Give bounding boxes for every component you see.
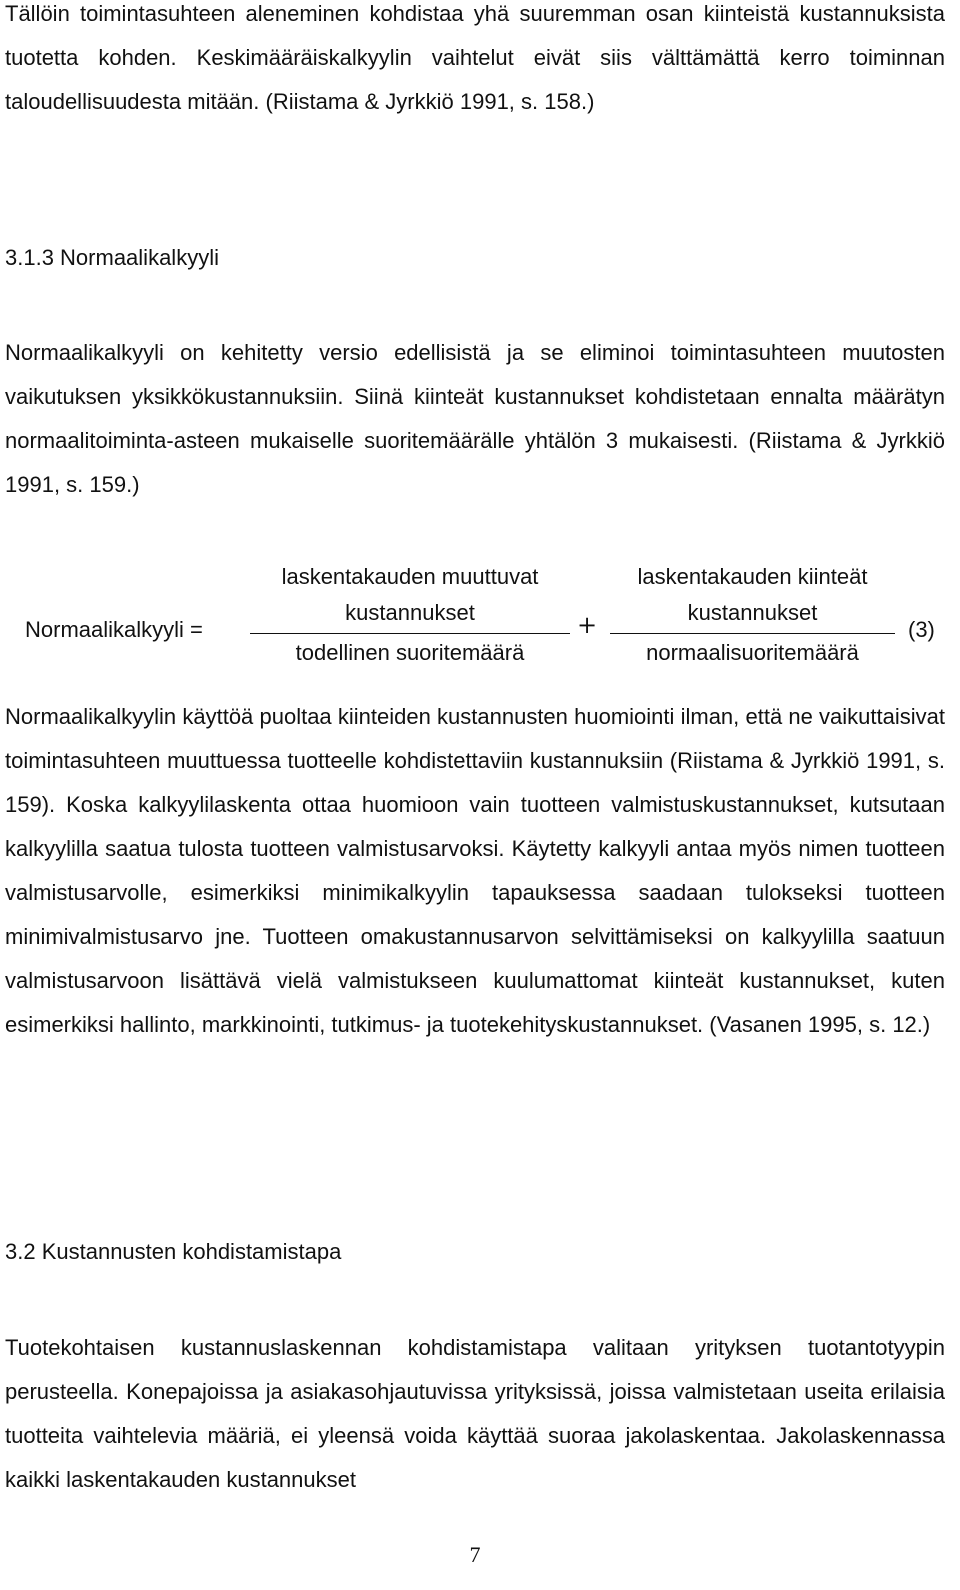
formula-lhs: Normaalikalkyyli = xyxy=(25,617,203,642)
fraction-1-denominator: todellinen suoritemäärä xyxy=(295,640,525,665)
document-page xyxy=(5,0,945,1590)
fraction-2-numerator-line-1: laskentakauden kiinteät xyxy=(637,564,868,589)
normaalikalkyyli-paragraph: Normaalikalkyyli on kehitetty versio edellisistä ja se eliminoi toimintasuhteen muutosten vaikutuksen yksikkökustannuksiin. Siinä kiinteät kustannukset kohdistetaan ennalta määrätyn normaalitoiminta-asteen mukaiselle suoritemäärälle yhtälön 3 mukaisesti. (Riistama & Jyrkkiö 1991, s. 159.) xyxy=(5,340,945,497)
intro-paragraph: Tällöin toimintasuhteen aleneminen kohdistaa yhä suuremman osan kiinteistä kustannuksista tuotetta kohden. Keskimääräiskalkyylin vaihtelut eivät siis välttämättä kerro toiminnan taloudellisuudesta mitään. (Riistama & Jyrkkiö 1991, s. 158.) xyxy=(5,1,945,114)
page-number: 7 xyxy=(469,1542,481,1567)
fraction-1-numerator-line-2: kustannukset xyxy=(345,600,475,625)
equation-number: (3) xyxy=(908,617,935,642)
fraction-1-numerator-line-1: laskentakauden muuttuvat xyxy=(281,564,539,589)
normaalikalkyyli-formula xyxy=(5,555,945,675)
fraction-fixed-costs xyxy=(610,559,895,668)
fraction-1-bar xyxy=(250,633,570,634)
fraction-2-numerator-line-2: kustannukset xyxy=(687,600,818,625)
after-formula-paragraph: Normaalikalkyylin käyttöä puoltaa kiinteiden kustannusten huomiointi ilman, että ne vaikuttaisivat toimintasuhteen muuttuessa tuotteelle kohdistettaviin kustannuksiin (Riistama & Jyrkkiö 1991, s. 159). Koska kalkyylilaskenta ottaa huomioon vain tuotteen valmistuskustannukset, kutsutaan kalkyylilla saatua tulosta tuotteen valmistusarvoksi. Käytetty kalkyyli antaa myös nimen tuotteen valmistusarvolle, esimerkiksi minimikalkyylin tapauksessa saadaan tulokseksi tuotteen minimivalmistusarvo jne. Tuotteen omakustannusarvon selvittämiseksi on kalkyylilla saatuun valmistusarvoon lisättävä vielä valmistukseen kuulumattomat kiinteät kustannukset, kuten esimerkiksi hallinto, markkinointi, tutkimus- ja tuotekehityskustannukset. (Vasanen 1995, s. 12.) xyxy=(5,704,945,1037)
fraction-2-bar xyxy=(610,633,895,634)
section-heading-3-1-3: 3.1.3 Normaalikalkyyli xyxy=(5,245,219,270)
fraction-2-denominator: normaalisuoritemäärä xyxy=(646,640,859,665)
fraction-variable-costs xyxy=(250,559,570,668)
kohdistamistapa-paragraph: Tuotekohtaisen kustannuslaskennan kohdistamistapa valitaan yrityksen tuotantotyypin perusteella. Konepajoissa ja asiakasohjautuvissa yrityksissä, joissa valmistetaan useita erilaisia tuotteita vaihtelevia määriä, ei yleensä voida käyttää suoraa jakolaskentaa. Jakolaskennassa kaikki laskentakauden kustannukset xyxy=(5,1335,945,1492)
plus-operator: + xyxy=(577,611,598,639)
section-heading-3-2: 3.2 Kustannusten kohdistamistapa xyxy=(5,1239,342,1264)
